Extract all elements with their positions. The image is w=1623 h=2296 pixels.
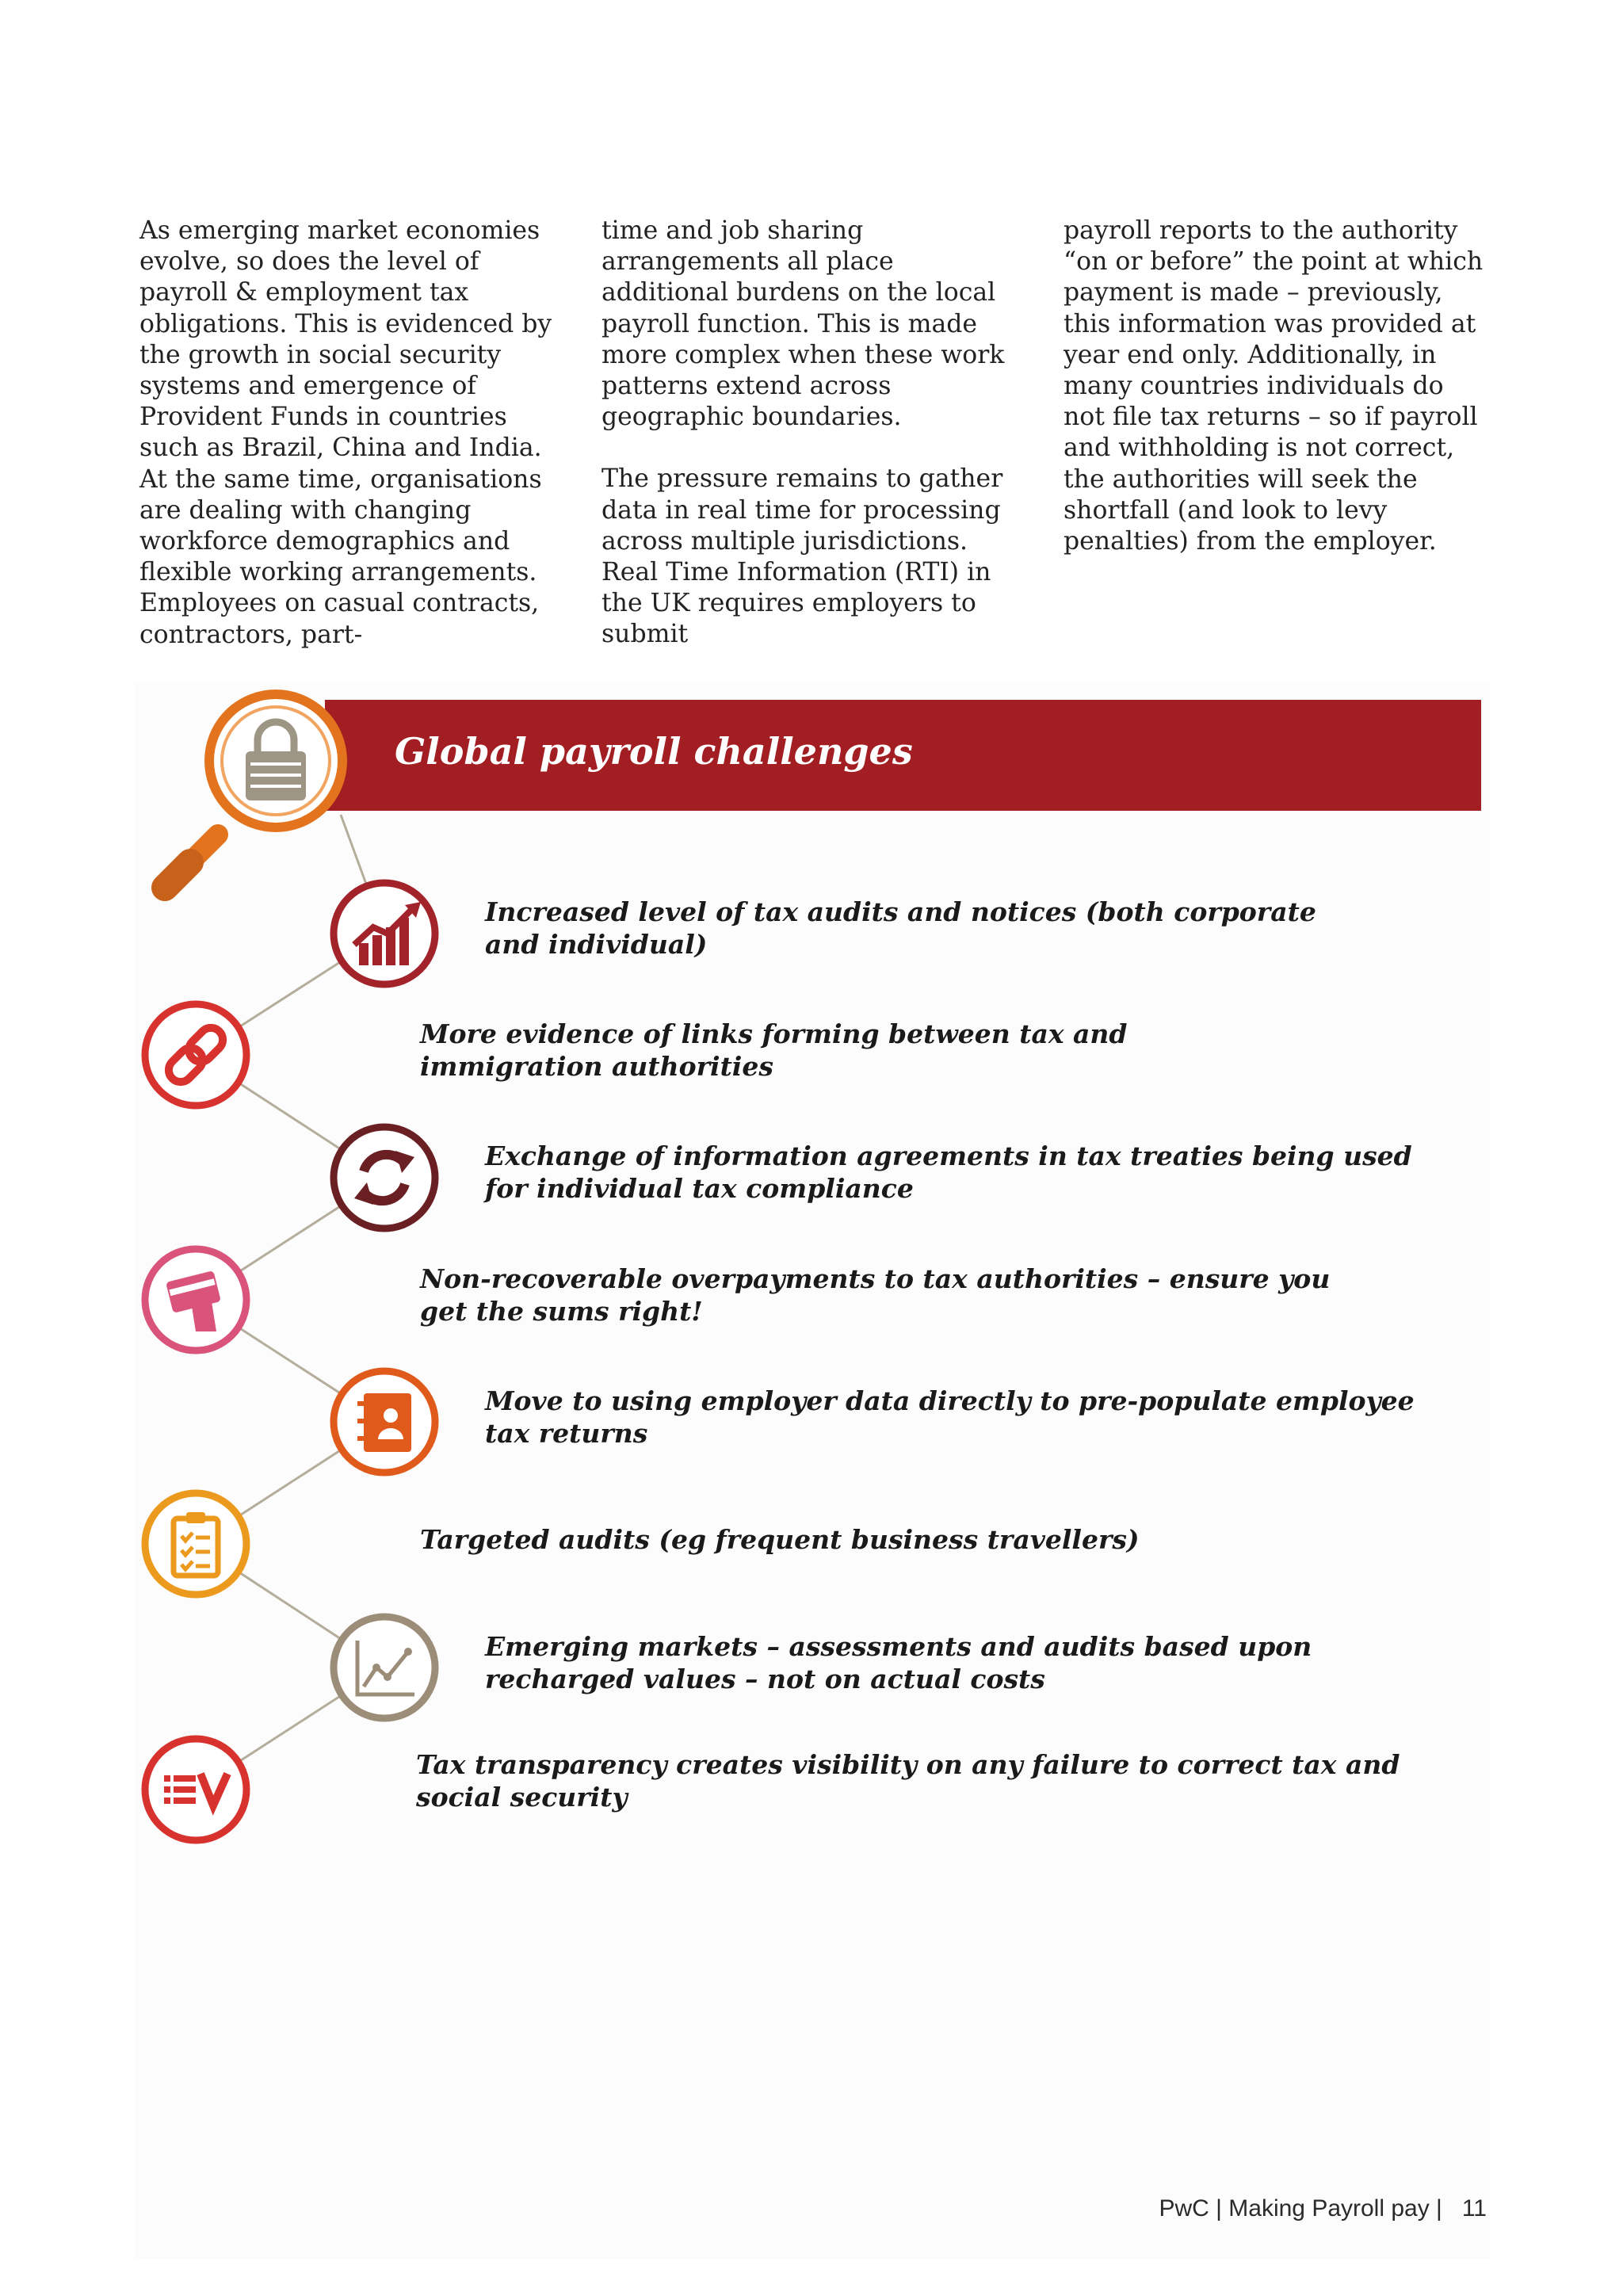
paragraph: time and job sharing arrangements all place additional burdens on the local payroll function. This is made more complex when these work patterns extend across geographic boundaries.: [601, 216, 1005, 432]
line-graph-icon: [329, 1612, 440, 1723]
page-footer: PwC | Making Payroll pay | 11: [1159, 2195, 1487, 2222]
challenge-text: Non-recoverable overpayments to tax authorities – ensure you get the sums right!: [420, 1263, 1331, 1327]
infographic-banner: [325, 700, 1481, 811]
challenge-text: More evidence of links forming between tax and immigration authorities: [420, 1018, 1128, 1082]
challenge-text: Exchange of information agreements in tax treaties being used for individual tax compliance: [485, 1140, 1412, 1204]
chart-growth-icon: [329, 878, 440, 989]
paragraph: payroll reports to the authority “on or before” the point at which payment is made – previously, this information was provided at year end only. Additionally, in many countries individuals do not file tax returns – so if payroll and withholding is not correct, the authorities will seek the shortfall (and look to levy penalties) from the employer.: [1064, 216, 1484, 556]
list-check-icon: [140, 1734, 251, 1845]
challenge-text: Emerging markets – assessments and audits based upon recharged values – not on actual costs: [485, 1631, 1312, 1694]
card-payment-icon: [140, 1244, 251, 1355]
magnifier-lock-icon: [143, 688, 372, 910]
challenge-text: Targeted audits (eg frequent business travellers): [420, 1524, 1140, 1555]
exchange-arrows-icon: [329, 1122, 440, 1233]
challenge-text: Tax transparency creates visibility on any failure to correct tax and social security: [416, 1749, 1400, 1813]
infographic-title: Global payroll challenges: [395, 730, 913, 773]
challenge-text: Increased level of tax audits and notices (both corporate and individual): [485, 896, 1316, 960]
challenge-text: Move to using employer data directly to pre-populate employee tax returns: [485, 1385, 1415, 1449]
paragraph: The pressure remains to gather data in real time for processing across multiple jurisdictions. Real Time Information (RTI) in the UK requires employers to submit: [601, 464, 1003, 649]
address-book-icon: [329, 1366, 440, 1477]
chain-link-icon: [140, 999, 251, 1110]
paragraph: As emerging market economies evolve, so does the level of payroll & employment tax obligations. This is evidenced by the growth in social security systems and emergence of Provident Funds in countries such as Brazil, China and India. At the same time, organisations are dealing with changing workforce demographics and flexible working arrangements. Employees on casual contracts, contractors, part-: [139, 216, 552, 649]
clipboard-checklist-icon: [140, 1488, 251, 1599]
